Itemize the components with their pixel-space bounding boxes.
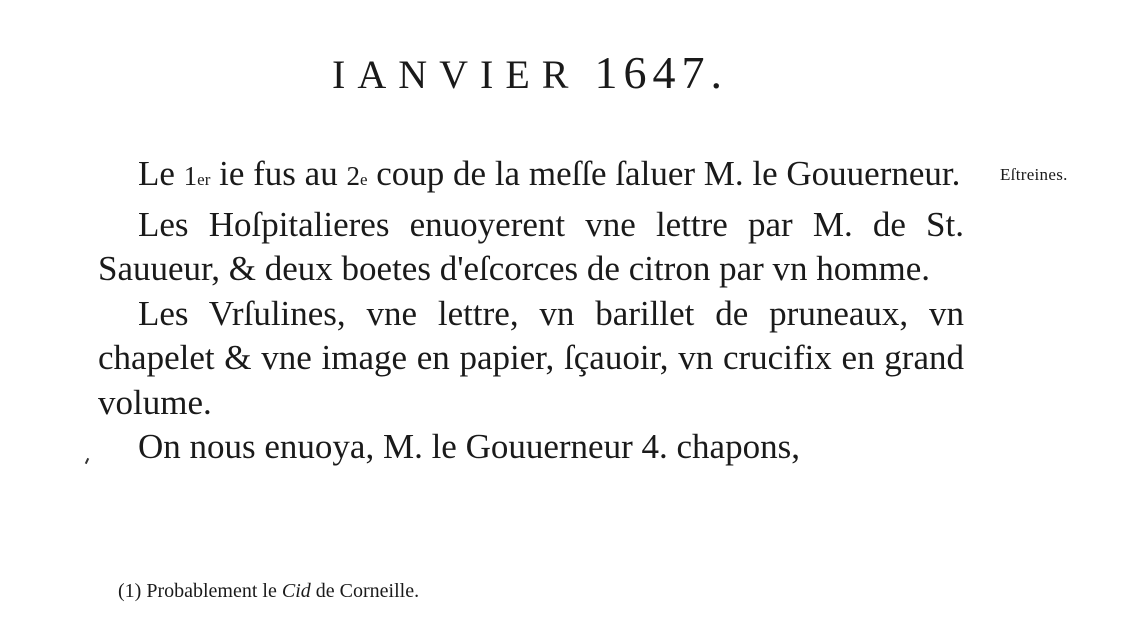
- ink-speck: [85, 458, 89, 464]
- body-text: [98, 152, 964, 470]
- paragraph-4: On nous enuoya, M. le Gouuerneur 4. chapons,: [138, 427, 800, 466]
- footnote-text-start: Probablement le: [146, 580, 282, 602]
- bell-number: 2: [346, 161, 360, 191]
- footnote-title: Cid: [281, 580, 311, 602]
- footnote-text-end: de Corneille.: [310, 580, 420, 602]
- heading-year: 1647.: [594, 47, 728, 98]
- footnote: [118, 580, 419, 603]
- footnote-marker: (1): [118, 580, 142, 602]
- paragraph-2: Les Hoſpitalieres enuoyerent vne lettre par M. de St. Sauueur, & deux boetes d'eſcorces de citron par vn homme.: [98, 204, 964, 288]
- bell-superscript: e: [359, 170, 368, 189]
- paragraph-1-mid: ie fus au: [210, 154, 347, 193]
- day-number: 1: [183, 161, 198, 191]
- paragraph-3: Les Vrſulines, vne lettre, vn barillet de pruneaux, vn chapelet & vne image en papier, ſçauoir, vn crucifix en grand volume.: [98, 293, 964, 422]
- paragraph-1-start: Le: [138, 154, 184, 193]
- page-heading: [0, 46, 1060, 99]
- paragraph-1: [98, 152, 964, 203]
- margin-note: Eſtreines.: [1000, 165, 1068, 184]
- heading-month: IANVIER: [332, 52, 581, 97]
- day-superscript: er: [197, 170, 211, 189]
- paragraph-1-end: coup de la meſſe ſaluer M. le Gouuerneur.: [367, 154, 961, 193]
